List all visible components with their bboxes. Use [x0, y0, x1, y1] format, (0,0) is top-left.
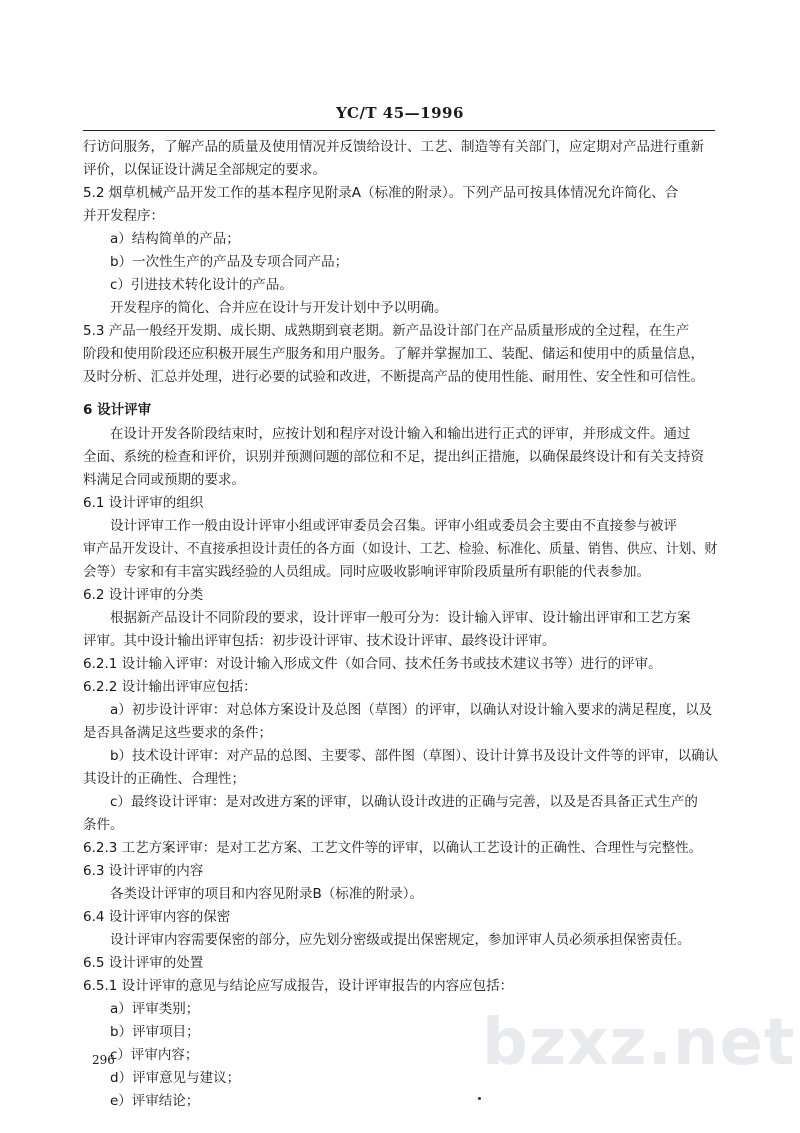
body-line: 其设计的正确性、合理性；	[83, 771, 245, 787]
body-line: 6.3 设计评审的内容	[83, 863, 204, 879]
standard-code-header: YC/T 45—1996	[336, 104, 464, 122]
body-line: b）技术设计评审：对产品的总图、主要零、部件图（草图）、设计计算书及设计文件等的评审，以确认	[110, 748, 719, 764]
body-line: 6.5 设计评审的处置	[83, 955, 204, 971]
body-line: 开发程序的简化、合并应在设计与开发计划中予以明确。	[110, 300, 448, 316]
body-line: 根据新产品设计不同阶段的要求，设计评审一般可分为：设计输入评审、设计输出评审和工艺方案	[110, 610, 691, 626]
body-line: 5.3 产品一般经开发期、成长期、成熟期到衰老期。新产品设计部门在产品质量形成的全过程，在生产	[83, 323, 690, 339]
body-line: 6.2.2 设计输出评审应包括：	[83, 679, 257, 695]
body-line: 审产品开发设计、不直接承担设计责任的各方面（如设计、工艺、检验、标准化、质量、销售、供应、计划、财	[83, 541, 718, 557]
body-line: c）引进技术转化设计的产品。	[110, 277, 293, 293]
body-line: 设计评审内容需要保密的部分，应先划分密级或提出保密规定，参加评审人员必须承担保密责任。	[110, 932, 691, 948]
header-rule	[83, 130, 715, 131]
body-line: 6.5.1 设计评审的意见与结论应写成报告，设计评审报告的内容应包括：	[83, 978, 514, 994]
body-line: 6.2 设计评审的分类	[83, 587, 204, 603]
body-line: 评审。其中设计输出评审包括：初步设计评审、技术设计评审、最终设计评审。	[83, 633, 556, 649]
body-line: 料满足合同或预期的要求。	[83, 472, 245, 488]
body-line: b）一次性生产的产品及专项合同产品；	[110, 254, 349, 270]
body-line: a）初步设计评审：对总体方案设计及总图（草图）的评审，以确认对设计输入要求的满足程度，以及	[110, 702, 713, 718]
body-line: 条件。	[83, 817, 124, 833]
body-line: a）评审类别；	[110, 1001, 200, 1017]
body-line: 是否具备满足这些要求的条件；	[83, 725, 272, 741]
body-line: c）评审内容；	[110, 1047, 199, 1063]
body-line: 行访问服务，了解产品的质量及使用情况并反馈给设计、工艺、制造等有关部门，应定期对产品进行重新	[83, 139, 704, 155]
body-line: b）评审项目；	[110, 1024, 200, 1040]
body-line: a）结构简单的产品；	[110, 231, 240, 247]
body-line: 6.2.3 工艺方案评审：是对工艺方案、工艺文件等的评审，以确认工艺设计的正确性、合理性与完整性。	[83, 840, 703, 856]
body-line: 6.2.1 设计输入评审：对设计输入形成文件（如合同、技术任务书或技术建议书等）进行的评审。	[83, 656, 662, 672]
body-line: 阶段和使用阶段还应积极开展生产服务和用户服务。了解并掌握加工、装配、储运和使用中的质量信息，	[83, 346, 704, 362]
body-line: 6.1 设计评审的组织	[83, 495, 204, 511]
body-line: c）最终设计评审：是对改进方案的评审，以确认设计改进的正确与完善，以及是否具备正式生产的	[110, 794, 698, 810]
body-line: 各类设计评审的项目和内容见附录B（标准的附录）。	[110, 886, 424, 902]
section-heading: 6 设计评审	[83, 402, 152, 418]
body-line: 5.2 烟草机械产品开发工作的基本程序见附录A（标准的附录）。下列产品可按具体情况允许简化、合	[83, 185, 679, 201]
body-line: 及时分析、汇总并处理，进行必要的试验和改进，不断提高产品的使用性能、耐用性、安全性和可信性。	[83, 369, 704, 385]
body-line: 会等）专家和有丰富实践经验的人员组成。同时应吸收影响评审阶段质量所有职能的代表参加。	[83, 564, 650, 580]
body-line: 评价，以保证设计满足全部规定的要求。	[83, 162, 326, 178]
body-line: 在设计开发各阶段结束时，应按计划和程序对设计输入和输出进行正式的评审，并形成文件。通过	[110, 426, 691, 442]
scan-speck	[478, 1097, 481, 1100]
page-number: 296	[92, 1053, 115, 1067]
watermark: bzxz.net	[482, 1006, 796, 1080]
body-line: 全面、系统的检查和评价，识别并预测问题的部位和不足，提出纠正措施，以确保最终设计和有关支持资	[83, 449, 704, 465]
body-line: d）评审意见与建议；	[110, 1070, 241, 1086]
body-line: e）评审结论；	[110, 1093, 200, 1109]
body-line: 6.4 设计评审内容的保密	[83, 909, 231, 925]
body-line: 设计评审工作一般由设计评审小组或评审委员会召集。评审小组或委员会主要由不直接参与被评	[110, 518, 677, 534]
body-line: 并开发程序：	[83, 208, 164, 224]
